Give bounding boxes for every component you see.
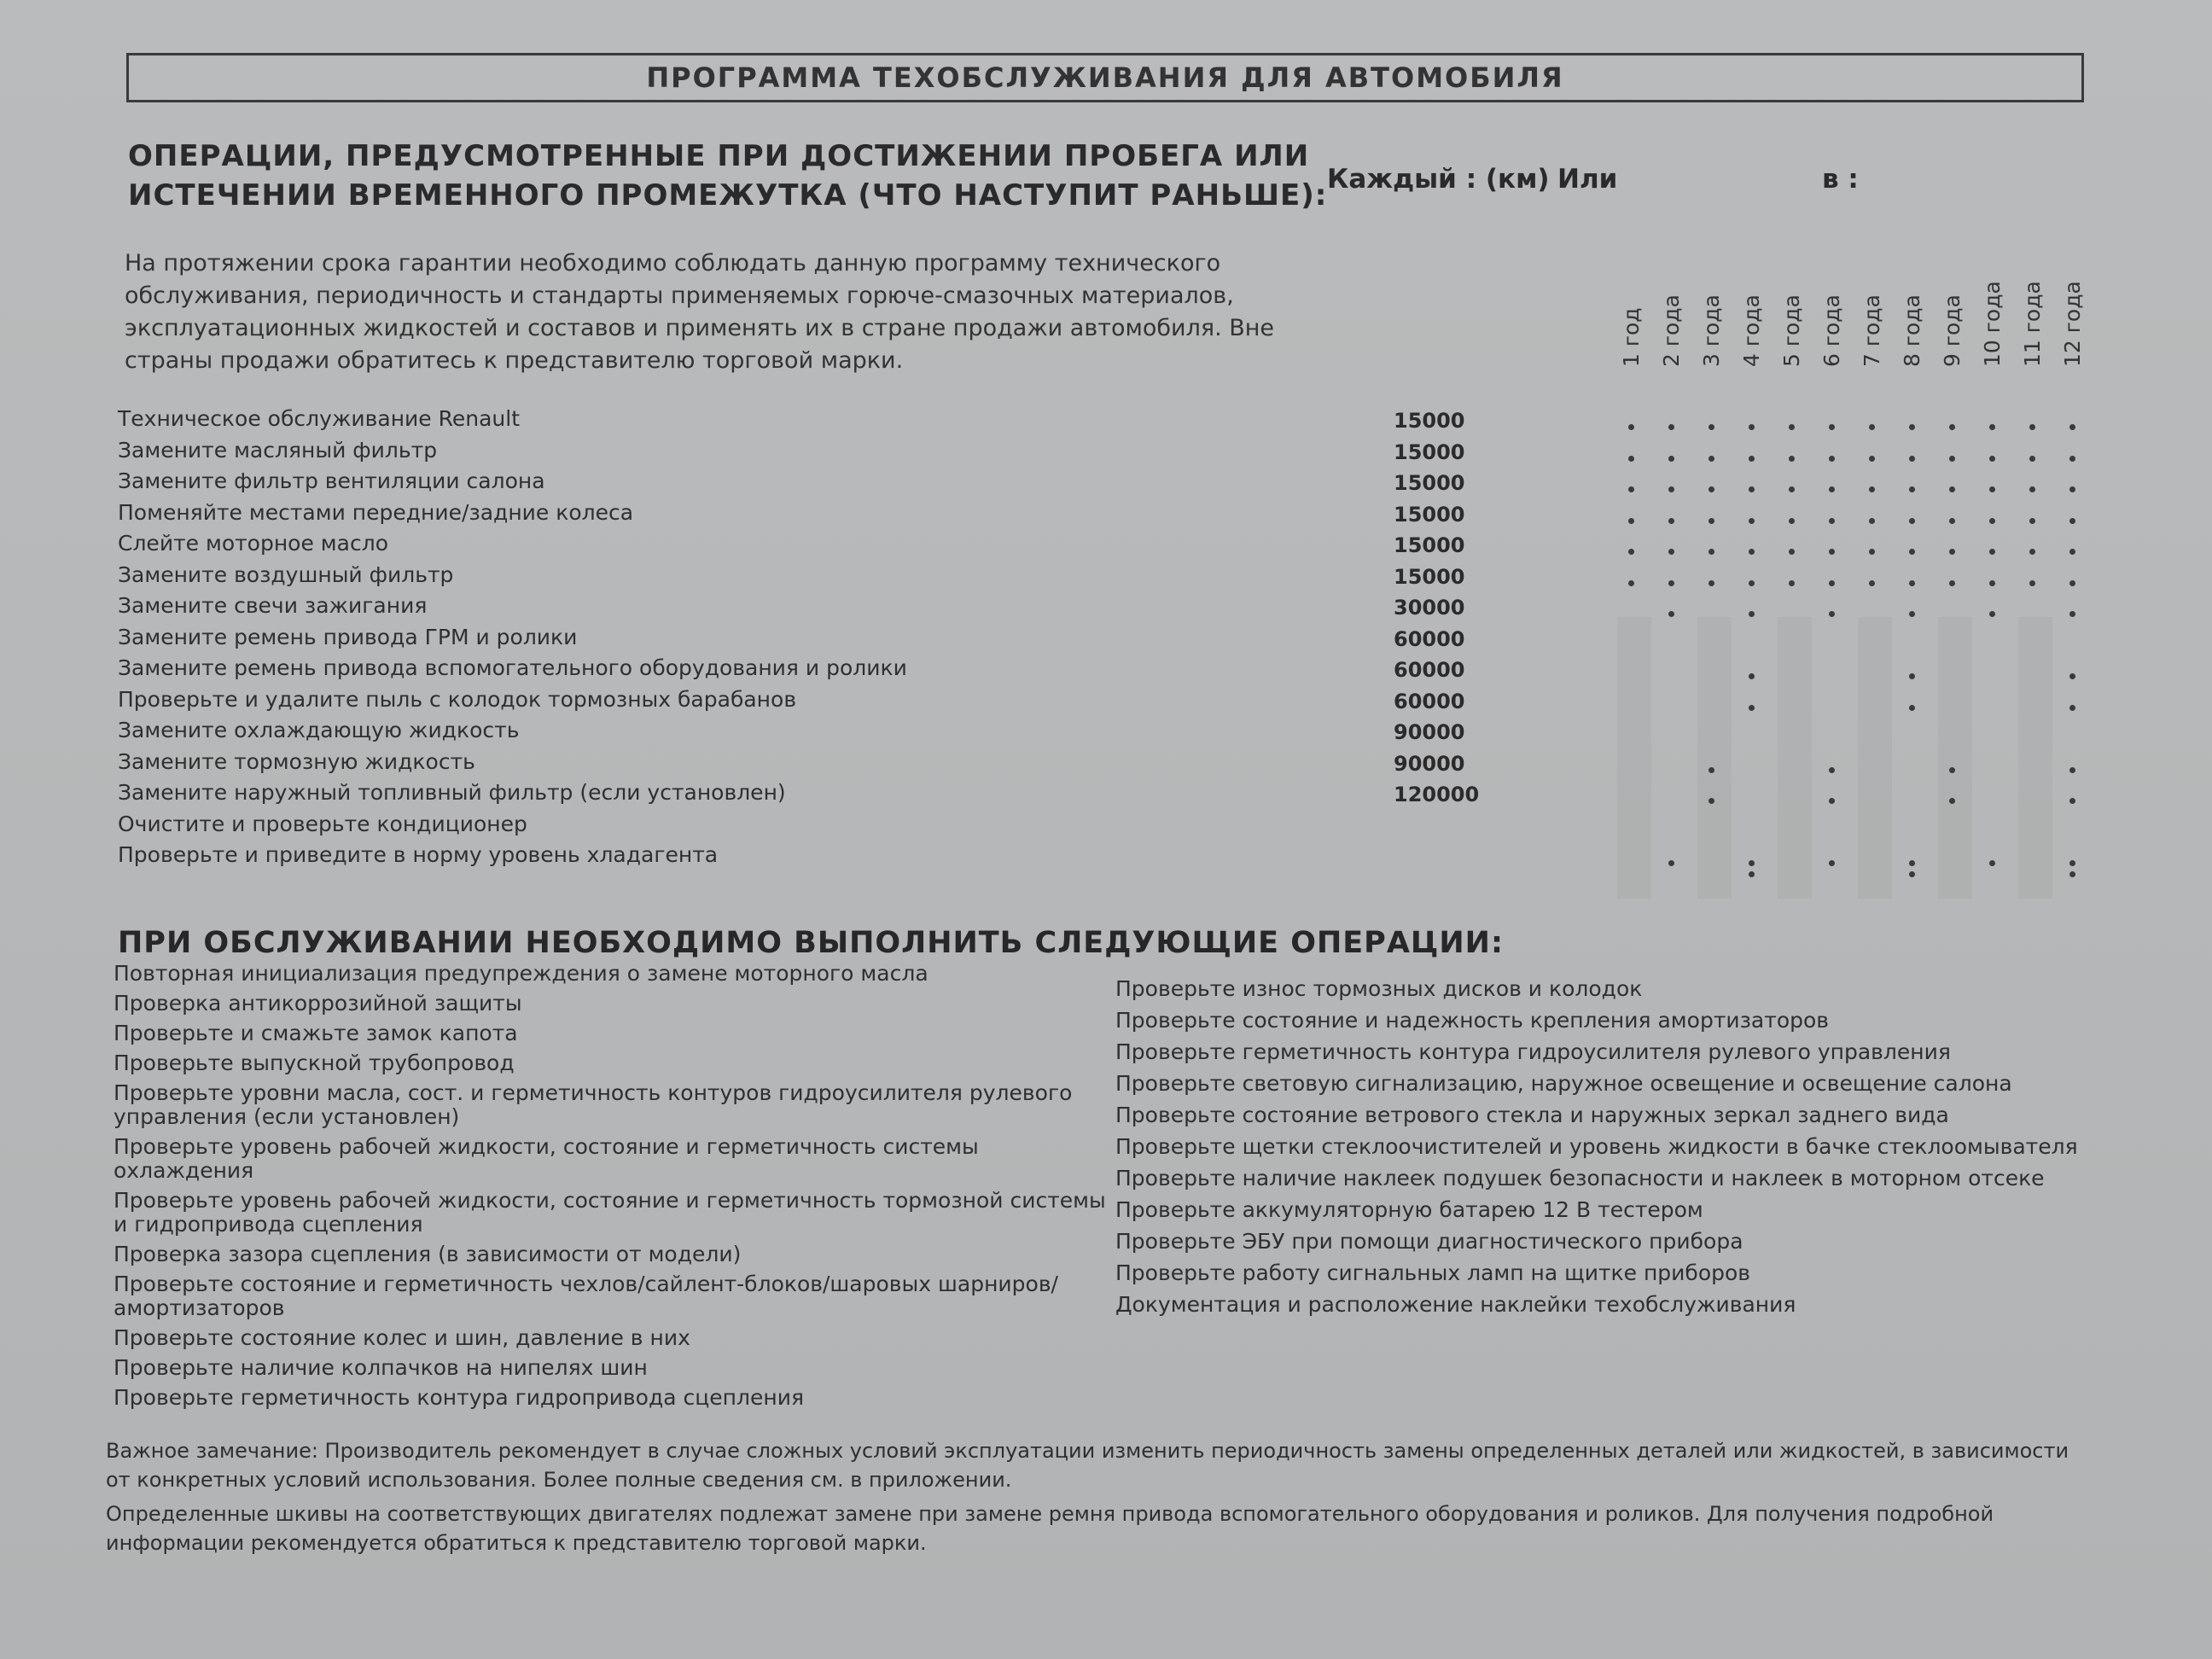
schedule-dot [1668, 486, 1674, 492]
required-operations-left [114, 962, 1121, 1416]
schedule-dot [1749, 611, 1755, 617]
schedule-dot [1749, 486, 1755, 492]
schedule-dot [1949, 486, 1955, 492]
schedule-dot [2029, 424, 2035, 430]
required-operation-item: Проверьте щетки стеклоочистителей и уровень жидкости в бачке стеклоомывателя [1115, 1134, 2078, 1159]
schedule-dot [1628, 424, 1634, 430]
operation-label: Замените свечи зажигания [118, 593, 428, 618]
operation-row [118, 404, 2106, 434]
operation-km: 90000 [1394, 720, 1465, 744]
schedule-dot [1949, 580, 1955, 586]
operation-label: Поменяйте местами передние/задние колеса [118, 500, 634, 525]
operation-row-extra-dots [118, 871, 2106, 902]
schedule-dot [1749, 549, 1755, 555]
operation-row [118, 840, 2106, 870]
required-operation-item: Проверьте наличие колпачков на нипелях шин [114, 1355, 648, 1380]
operation-km: 60000 [1394, 658, 1465, 682]
required-operation-item: Проверьте работу сигнальных ламп на щитке приборов [1115, 1260, 1751, 1285]
required-operation-item: Проверьте аккумуляторную батарею 12 В тестером [1115, 1197, 1703, 1222]
schedule-dot [1749, 424, 1755, 430]
operation-label: Замените наружный топливный фильтр (если установлен) [118, 780, 786, 805]
schedule-dot [1989, 549, 1995, 555]
operation-label: Замените тормозную жидкость [118, 749, 475, 774]
operation-row [118, 435, 2106, 466]
schedule-dot [1869, 518, 1875, 524]
schedule-dot [1989, 860, 1995, 866]
schedule-dot [1708, 456, 1714, 462]
operation-row [118, 747, 2106, 777]
schedule-dot [2069, 611, 2075, 617]
operation-label: Проверьте и удалите пыль с колодок тормозных барабанов [118, 687, 797, 712]
operation-km: 15000 [1394, 533, 1465, 557]
schedule-dot [1909, 611, 1915, 617]
required-operation-item: Повторная инициализация предупреждения о замене моторного масла [114, 961, 928, 986]
schedule-dot [2069, 673, 2075, 679]
operation-row [118, 653, 2106, 684]
schedule-dot [1628, 549, 1634, 555]
required-operation-item: Проверка антикоррозийной защиты [114, 991, 522, 1016]
schedule-dot [1708, 518, 1714, 524]
schedule-dot [2069, 767, 2075, 773]
schedule-dot [1909, 549, 1915, 555]
year-header: 3 года [1699, 294, 1724, 367]
operation-label: Замените воздушный фильтр [118, 562, 454, 587]
required-operation-item: Проверьте состояние колес и шин, давление в них [114, 1325, 690, 1350]
schedule-dot [1989, 611, 1995, 617]
operation-km: 15000 [1394, 409, 1465, 433]
schedule-dot [1708, 580, 1714, 586]
schedule-dot [1708, 424, 1714, 430]
schedule-dot [1909, 424, 1915, 430]
required-operations-heading: ПРИ ОБСЛУЖИВАНИИ НЕОБХОДИМО ВЫПОЛНИТЬ СЛЕДУЮЩИЕ ОПЕРАЦИИ: [118, 926, 1504, 960]
schedule-dot [1749, 673, 1755, 679]
operation-label: Замените охлаждающую жидкость [118, 718, 520, 742]
operations-heading-line1: ОПЕРАЦИИ, ПРЕДУСМОТРЕННЫЕ ПРИ ДОСТИЖЕНИИ ПРОБЕГА ИЛИ [128, 139, 1310, 173]
operation-label: Слейте моторное масло [118, 531, 389, 556]
operation-row [118, 560, 2106, 591]
schedule-dot [2069, 486, 2075, 492]
schedule-dot [1829, 580, 1835, 586]
operation-label: Замените ремень привода вспомогательного оборудования и ролики [118, 655, 907, 680]
year-header: 11 года [2020, 281, 2045, 367]
schedule-dot [1708, 549, 1714, 555]
operation-row [118, 684, 2106, 715]
schedule-dot [1909, 580, 1915, 586]
schedule-dot [1829, 486, 1835, 492]
year-header: 4 года [1739, 294, 1764, 367]
required-operation-item: Проверьте герметичность контура гидропривода сцепления [114, 1385, 804, 1410]
schedule-dot [2029, 456, 2035, 462]
schedule-dot [1989, 518, 1995, 524]
required-operation-item: Проверьте ЭБУ при помощи диагностического прибора [1115, 1229, 1743, 1254]
schedule-dot [2069, 549, 2075, 555]
year-header: 7 года [1860, 294, 1884, 367]
schedule-dot [1909, 673, 1915, 679]
operation-km: 90000 [1394, 752, 1465, 776]
schedule-dot [1829, 767, 1835, 773]
schedule-dot [2029, 518, 2035, 524]
operation-km: 60000 [1394, 627, 1465, 651]
schedule-dot [2069, 424, 2075, 430]
schedule-dot [1749, 860, 1755, 866]
operation-row [118, 777, 2106, 808]
schedule-dot [1829, 860, 1835, 866]
interval-every-label: Каждый : (км) [1327, 164, 1550, 195]
schedule-dot [1789, 549, 1795, 555]
schedule-dot [2069, 871, 2075, 877]
required-operation-item: Проверьте уровень рабочей жидкости, состояние и герметичность тормозной системы и гидропривода сцепления [114, 1188, 1106, 1237]
operation-row [118, 466, 2106, 497]
schedule-dot [1708, 486, 1714, 492]
required-operation-item: Проверьте износ тормозных дисков и колодок [1115, 976, 1643, 1001]
schedule-dot [1668, 424, 1674, 430]
required-operation-item: Проверьте уровни масла, сост. и герметичность контуров гидроусилителя рулевого управления (если установлен) [114, 1080, 1073, 1129]
required-operation-item: Проверка зазора сцепления (в зависимости от модели) [114, 1242, 742, 1266]
schedule-dot [1869, 486, 1875, 492]
operation-km: 120000 [1394, 783, 1480, 806]
schedule-dot [1829, 518, 1835, 524]
required-operations-right [1115, 973, 2097, 1320]
schedule-dot [1989, 456, 1995, 462]
operation-km: 30000 [1394, 596, 1465, 620]
operation-row [118, 622, 2106, 653]
operations-heading [128, 137, 1327, 215]
year-header: 5 года [1779, 294, 1804, 367]
year-header: 2 года [1659, 294, 1684, 367]
schedule-dot [2029, 549, 2035, 555]
operation-label: Замените масляный фильтр [118, 438, 438, 463]
schedule-dot [1749, 580, 1755, 586]
operation-row [118, 715, 2106, 746]
interval-in-label: в : [1822, 164, 1859, 195]
schedule-dot [1628, 456, 1634, 462]
schedule-dot [2069, 518, 2075, 524]
required-operation-item: Проверьте наличие наклеек подушек безопасности и наклеек в моторном отсеке [1115, 1166, 2045, 1190]
schedule-dot [1989, 486, 1995, 492]
schedule-dot [1909, 871, 1915, 877]
schedule-dot [1668, 518, 1674, 524]
interval-or-label: Или [1557, 164, 1618, 195]
schedule-dot [2069, 860, 2075, 866]
schedule-dot [1949, 518, 1955, 524]
schedule-dot [1909, 486, 1915, 492]
required-operation-item: Проверьте световую сигнализацию, наружное освещение и освещение салона [1115, 1071, 2012, 1096]
schedule-dot [1789, 424, 1795, 430]
year-header: 9 года [1940, 294, 1965, 367]
schedule-dot [2069, 456, 2075, 462]
schedule-dot [1668, 860, 1674, 866]
required-operation-item: Проверьте уровень рабочей жидкости, состояние и герметичность системы охлаждения [114, 1134, 979, 1183]
schedule-dot [1628, 486, 1634, 492]
schedule-dot [1829, 456, 1835, 462]
required-operation-item: Проверьте состояние ветрового стекла и наружных зеркал заднего вида [1115, 1103, 1949, 1127]
required-operation-item: Проверьте состояние и надежность крепления амортизаторов [1115, 1008, 1830, 1033]
schedule-dot [1909, 860, 1915, 866]
schedule-dot [1949, 798, 1955, 804]
year-header: 10 года [1980, 281, 2005, 367]
intro-paragraph: На протяжении срока гарантии необходимо соблюдать данную программу технического обслуживания, периодичность и стандарты применяемых горюче-смазочных материалов, эксплуатационных жидкостей и составов и применять их в стране продажи автомобиля. Вне страны продажи обратитесь к представителю торговой марки. [125, 250, 1275, 374]
year-header: 1 год [1619, 307, 1644, 367]
year-header: 6 года [1819, 294, 1844, 367]
operation-label: Проверьте и приведите в норму уровень хладагента [118, 842, 719, 867]
schedule-dot [1869, 456, 1875, 462]
schedule-dot [1909, 456, 1915, 462]
schedule-dot [1869, 424, 1875, 430]
operation-label: Очистите и проверьте кондиционер [118, 812, 527, 836]
page-title: ПРОГРАММА ТЕХОБСЛУЖИВАНИЯ ДЛЯ АВТОМОБИЛЯ [126, 53, 2084, 102]
schedule-dot [1668, 580, 1674, 586]
operations-heading-line2: ИСТЕЧЕНИИ ВРЕМЕННОГО ПРОМЕЖУТКА (ЧТО НАСТУПИТ РАНЬШЕ): [128, 178, 1328, 212]
schedule-dot [1869, 549, 1875, 555]
operation-row [118, 498, 2106, 528]
operation-km: 15000 [1394, 440, 1465, 464]
schedule-dot [2029, 580, 2035, 586]
required-operation-item: Проверьте и смажьте замок капота [114, 1021, 518, 1045]
schedule-dot [1789, 580, 1795, 586]
schedule-dot [1708, 798, 1714, 804]
schedule-dot [1708, 767, 1714, 773]
operation-label: Техническое обслуживание Renault [118, 406, 521, 431]
pulley-note: Определенные шкивы на соответствующих двигателях подлежат замене при замене ремня привода вспомогательного оборудования и роликов. Для получения подробной информации рекомендуется обратиться к представителю торговой марки. [106, 1502, 1994, 1555]
important-note: Важное замечание: Производитель рекомендует в случае сложных условий эксплуатации изменить периодичность замены определенных деталей или жидкостей, в зависимости от конкретных условий использования. Более полные сведения см. в приложении. [106, 1439, 2069, 1492]
operation-row [118, 528, 2106, 559]
required-operation-item: Документация и расположение наклейки техобслуживания [1115, 1292, 1796, 1317]
schedule-dot [1989, 424, 1995, 430]
operation-row [118, 809, 2106, 840]
schedule-dot [1829, 611, 1835, 617]
schedule-dot [1909, 705, 1915, 711]
operation-row [118, 591, 2106, 621]
schedule-dot [1749, 456, 1755, 462]
schedule-dot [1949, 456, 1955, 462]
schedule-dot [1628, 580, 1634, 586]
schedule-dot [2069, 580, 2075, 586]
schedule-dot [1789, 456, 1795, 462]
schedule-dot [1749, 871, 1755, 877]
operation-km: 60000 [1394, 690, 1465, 713]
schedule-dot [1628, 518, 1634, 524]
operation-km: 15000 [1394, 565, 1465, 589]
schedule-dot [1789, 486, 1795, 492]
schedule-dot [1949, 767, 1955, 773]
schedule-dot [1949, 549, 1955, 555]
schedule-dot [1829, 424, 1835, 430]
schedule-dot [2069, 798, 2075, 804]
schedule-dot [1829, 798, 1835, 804]
schedule-dot [1869, 580, 1875, 586]
schedule-dot [1668, 549, 1674, 555]
schedule-dot [2029, 486, 2035, 492]
schedule-dot [2069, 705, 2075, 711]
operation-label: Замените ремень привода ГРМ и ролики [118, 625, 578, 649]
operation-km: 15000 [1394, 503, 1465, 527]
schedule-dot [1668, 456, 1674, 462]
required-operation-item: Проверьте состояние и герметичность чехлов/сайлент-блоков/шаровых шарниров/ амортизаторов [114, 1272, 1058, 1320]
year-header: 12 года [2060, 281, 2085, 367]
schedule-dot [1749, 705, 1755, 711]
operation-km: 15000 [1394, 471, 1465, 495]
year-header: 8 года [1900, 294, 1924, 367]
required-operation-item: Проверьте герметичность контура гидроусилителя рулевого управления [1115, 1039, 1951, 1064]
schedule-dot [1909, 518, 1915, 524]
schedule-dot [1668, 611, 1674, 617]
schedule-dot [1829, 549, 1835, 555]
schedule-dot [1749, 518, 1755, 524]
schedule-dot [1989, 580, 1995, 586]
schedule-dot [1949, 424, 1955, 430]
operation-label: Замените фильтр вентиляции салона [118, 469, 545, 493]
required-operation-item: Проверьте выпускной трубопровод [114, 1051, 515, 1075]
schedule-dot [1789, 518, 1795, 524]
